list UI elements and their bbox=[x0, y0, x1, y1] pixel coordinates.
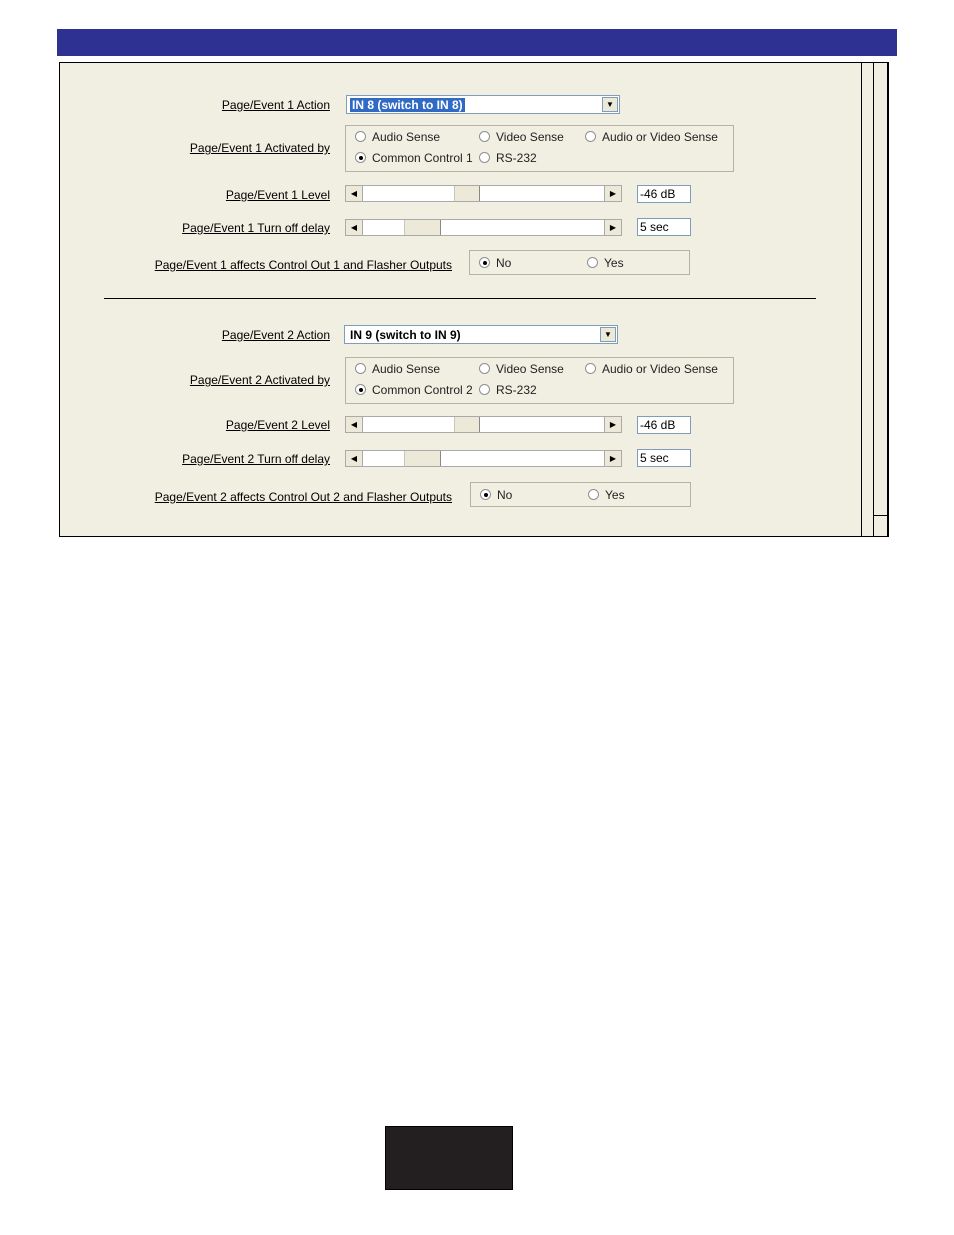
radio-icon bbox=[479, 363, 490, 374]
event1-video-sense-radio[interactable]: Video Sense bbox=[479, 130, 564, 144]
event1-affects-group bbox=[469, 250, 690, 275]
event2-level-value[interactable]: -46 dB bbox=[637, 416, 691, 434]
event1-delay-label: Page/Event 1 Turn off delay bbox=[182, 221, 330, 235]
chevron-down-icon[interactable]: ▼ bbox=[602, 97, 618, 112]
event1-action-label: Page/Event 1 Action bbox=[221, 98, 330, 112]
panel-divider bbox=[887, 63, 888, 537]
arrow-right-icon[interactable]: ▶ bbox=[604, 451, 621, 466]
event2-action-value: IN 9 (switch to IN 9) bbox=[350, 328, 461, 342]
event1-audio-sense-radio[interactable]: Audio Sense bbox=[355, 130, 440, 144]
event1-level-label: Page/Event 1 Level bbox=[225, 188, 330, 202]
event2-action-label: Page/Event 2 Action bbox=[221, 328, 330, 342]
event1-audio-or-video-radio[interactable]: Audio or Video Sense bbox=[585, 130, 718, 144]
chevron-down-icon[interactable]: ▼ bbox=[600, 327, 616, 342]
event1-level-slider[interactable] bbox=[345, 185, 622, 202]
radio-icon bbox=[588, 489, 599, 500]
event1-delay-slider[interactable] bbox=[345, 219, 622, 236]
radio-icon bbox=[479, 131, 490, 142]
radio-icon bbox=[479, 384, 490, 395]
panel-divider bbox=[873, 515, 888, 516]
event2-activated-label: Page/Event 2 Activated by bbox=[189, 373, 330, 387]
slider-thumb[interactable] bbox=[454, 186, 480, 201]
radio-icon bbox=[355, 131, 366, 142]
radio-selected-icon bbox=[355, 152, 366, 163]
panel-divider bbox=[861, 63, 862, 537]
event1-action-value: IN 8 (switch to IN 8) bbox=[352, 98, 463, 112]
radio-selected-icon bbox=[480, 489, 491, 500]
arrow-left-icon[interactable]: ◀ bbox=[346, 220, 363, 235]
radio-selected-icon bbox=[479, 257, 490, 268]
radio-icon bbox=[355, 363, 366, 374]
event1-activation-group bbox=[345, 125, 734, 172]
arrow-left-icon[interactable]: ◀ bbox=[346, 451, 363, 466]
event1-delay-value[interactable]: 5 sec bbox=[637, 218, 691, 236]
header-bar bbox=[57, 29, 897, 56]
event2-affects-group bbox=[470, 482, 691, 507]
event2-audio-sense-radio[interactable]: Audio Sense bbox=[355, 362, 440, 376]
event2-level-slider[interactable] bbox=[345, 416, 622, 433]
slider-thumb[interactable] bbox=[454, 417, 480, 432]
arrow-left-icon[interactable]: ◀ bbox=[346, 417, 363, 432]
event2-delay-slider[interactable] bbox=[345, 450, 622, 467]
event2-delay-label: Page/Event 2 Turn off delay bbox=[182, 452, 330, 466]
event1-affects-no-radio[interactable]: No bbox=[479, 256, 511, 270]
event2-rs232-radio[interactable]: RS-232 bbox=[479, 383, 537, 397]
event1-level-value[interactable]: -46 dB bbox=[637, 185, 691, 203]
event2-activation-group bbox=[345, 357, 734, 404]
event2-audio-or-video-radio[interactable]: Audio or Video Sense bbox=[585, 362, 718, 376]
arrow-right-icon[interactable]: ▶ bbox=[604, 417, 621, 432]
event2-delay-value[interactable]: 5 sec bbox=[637, 449, 691, 467]
radio-selected-icon bbox=[355, 384, 366, 395]
event2-affects-label: Page/Event 2 affects Control Out 2 and Flasher Outputs bbox=[154, 490, 452, 504]
event1-common-control-radio[interactable]: Common Control 1 bbox=[355, 151, 473, 165]
event1-action-select[interactable] bbox=[346, 95, 620, 114]
section-divider bbox=[104, 298, 816, 299]
radio-icon bbox=[585, 363, 596, 374]
event1-rs232-radio[interactable]: RS-232 bbox=[479, 151, 537, 165]
event2-video-sense-radio[interactable]: Video Sense bbox=[479, 362, 564, 376]
panel-divider bbox=[873, 63, 874, 537]
arrow-right-icon[interactable]: ▶ bbox=[604, 186, 621, 201]
arrow-left-icon[interactable]: ◀ bbox=[346, 186, 363, 201]
event2-common-control-radio[interactable]: Common Control 2 bbox=[355, 383, 473, 397]
slider-thumb[interactable] bbox=[404, 220, 441, 235]
radio-icon bbox=[587, 257, 598, 268]
event1-affects-yes-radio[interactable]: Yes bbox=[587, 256, 624, 270]
footer-block bbox=[385, 1126, 513, 1190]
event2-action-select[interactable] bbox=[344, 325, 618, 344]
settings-panel bbox=[59, 62, 889, 537]
event1-affects-label: Page/Event 1 affects Control Out 1 and Flasher Outputs bbox=[154, 258, 452, 272]
radio-icon bbox=[585, 131, 596, 142]
event2-affects-yes-radio[interactable]: Yes bbox=[588, 488, 625, 502]
radio-icon bbox=[479, 152, 490, 163]
arrow-right-icon[interactable]: ▶ bbox=[604, 220, 621, 235]
event2-affects-no-radio[interactable]: No bbox=[480, 488, 512, 502]
event2-level-label: Page/Event 2 Level bbox=[225, 418, 330, 432]
event1-activated-label: Page/Event 1 Activated by bbox=[189, 141, 330, 155]
slider-thumb[interactable] bbox=[404, 451, 441, 466]
